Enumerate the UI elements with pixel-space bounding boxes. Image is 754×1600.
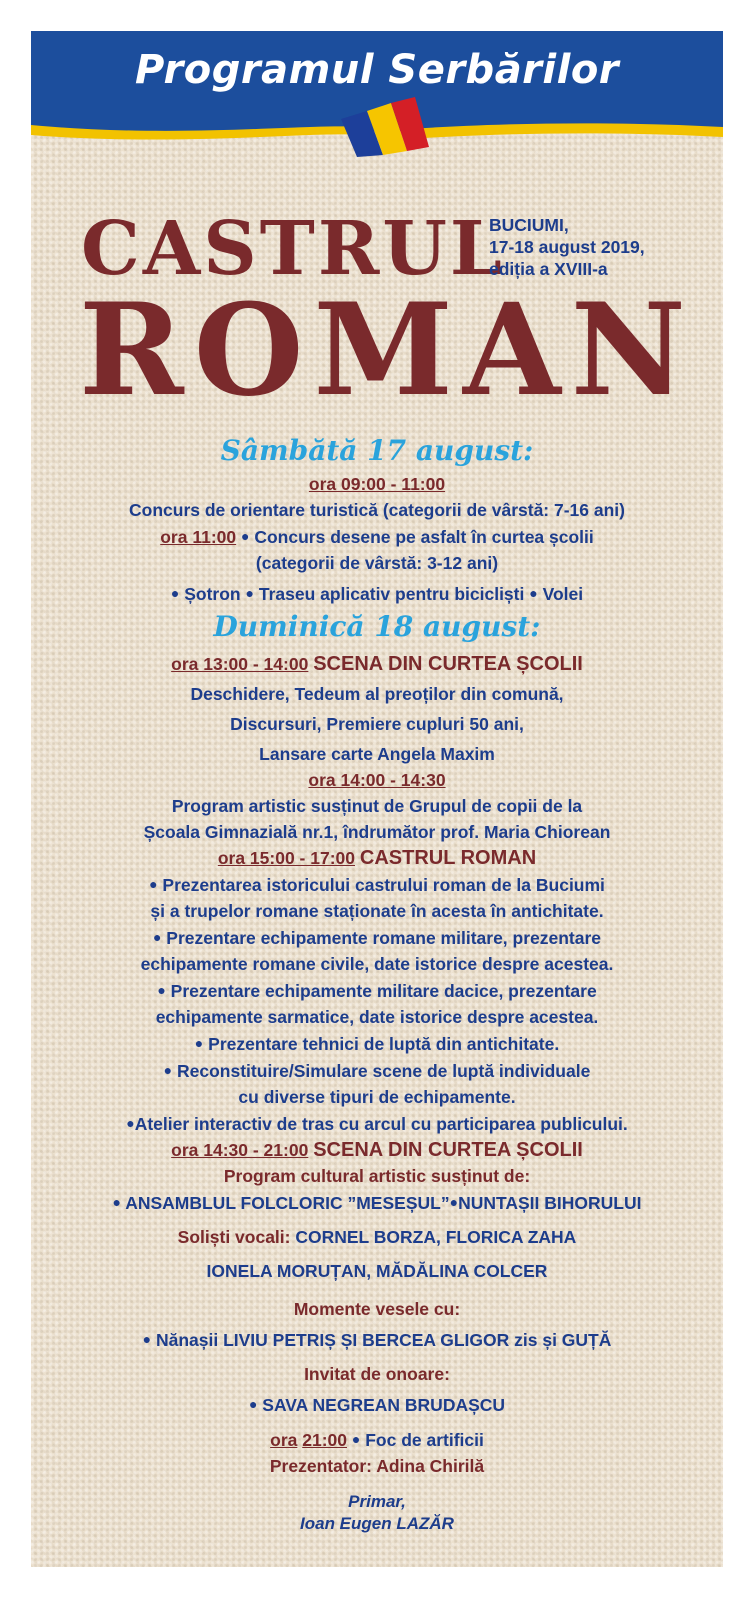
bullet-icon: ● <box>157 982 166 998</box>
event-dates: 17-18 august 2019, <box>489 237 645 257</box>
sat-item-2b: (categorii de vârstă: 3-12 ani) <box>255 553 499 573</box>
bullet-icon: ● <box>194 1035 204 1051</box>
bullet-icon: ● <box>449 1194 459 1210</box>
bullet-icon: ● <box>241 528 250 544</box>
title-castrul: CASTRUL <box>81 206 505 292</box>
sat-time-1: ora 09:00 - 11:00 <box>308 474 446 494</box>
event-info <box>489 214 719 280</box>
cultural-intro: Program cultural artistic susținut de: <box>223 1166 531 1186</box>
sun-time-5-ora: ora <box>270 1430 298 1450</box>
signature-role: Primar, <box>348 1492 406 1511</box>
sat-activity: Traseu aplicativ pentru bicicliști <box>258 584 525 604</box>
sun-block-3-line: ● Prezentarea istoricului castrului roman de la Buciumi <box>149 875 605 895</box>
sun-time-2: ora 14:00 - 14:30 <box>308 770 446 790</box>
sun-block-3-line: echipamente romane civile, date istorice despre acestea. <box>140 954 614 974</box>
sat-item-1: Concurs de orientare turistică (categorii de vârstă: 7-16 ani) <box>129 500 625 520</box>
sun-block-3-line: și a trupelor romane staționate în acesta în antichitate. <box>150 901 604 921</box>
sun-block-3-line: ● Prezentare echipamente militare dacice, prezentare <box>157 981 597 1001</box>
ensembles <box>31 1189 723 1216</box>
sun-block-3-line: echipamente sarmatice, date istorice despre acestea. <box>155 1007 599 1027</box>
program-content <box>31 431 723 1535</box>
sat-row-2 <box>31 523 723 550</box>
poster <box>31 31 723 1567</box>
bullet-icon: ● <box>152 929 162 945</box>
fun-names: Nănașii LIVIU PETRIȘ ȘI BERCEA GLIGOR zis și GUȚĂ <box>155 1330 612 1350</box>
sun-block-2-line: Școala Gimnazială nr.1, îndrumător prof. Maria Chiorean <box>143 822 611 842</box>
bullet-icon: ● <box>149 876 158 892</box>
sun-row-1 <box>31 651 723 677</box>
fireworks: Foc de artificii <box>365 1430 484 1450</box>
event-place: BUCIUMI, <box>489 215 569 235</box>
sun-block-1-line: Discursuri, Premiere cupluri 50 ani, <box>230 714 524 734</box>
fun-row <box>31 1326 723 1353</box>
ensemble-2: NUNTAȘII BIHORULUI <box>458 1193 642 1213</box>
sat-item-2: Concurs desene pe asfalt în curtea școlii <box>254 527 594 547</box>
guest-row <box>31 1391 723 1418</box>
bullet-icon: ● <box>529 585 538 601</box>
sat-activity: Volei <box>542 584 584 604</box>
bullet-icon: ● <box>126 1115 135 1131</box>
sun-block-3-line: cu diverse tipuri de echipamente. <box>238 1087 516 1107</box>
title-roman: ROMAN <box>79 276 696 424</box>
sat-activities <box>31 580 723 607</box>
saturday-heading: Sâmbătă 17 august: <box>220 434 534 467</box>
sunday-heading: Duminică 18 august: <box>213 610 541 643</box>
bullet-icon: ● <box>112 1194 121 1210</box>
header-banner <box>31 31 723 159</box>
soloists-1 <box>31 1224 723 1250</box>
signature-name: Ioan Eugen LAZĂR <box>300 1514 454 1533</box>
bullet-icon: ● <box>245 585 254 601</box>
presenter: Prezentator: Adina Chirilă <box>269 1456 485 1476</box>
header-title: Programul Serbărilor <box>134 47 620 93</box>
soloists-names-2: IONELA MORUȚAN, MĂDĂLINA COLCER <box>206 1261 548 1281</box>
sun-time-4: ora 14:30 - 21:00 <box>171 1140 309 1160</box>
bullet-icon: ● <box>248 1396 258 1412</box>
sat-activity: Șotron <box>184 584 241 604</box>
sun-venue-1: SCENA DIN CURTEA ȘCOLII <box>313 653 583 675</box>
sun-block-1-line: Lansare carte Angela Maxim <box>259 744 495 764</box>
sun-row-3 <box>31 845 723 871</box>
soloists-label: Soliști vocali: <box>177 1227 291 1247</box>
soloists-names-1: CORNEL BORZA, FLORICA ZAHA <box>295 1227 577 1247</box>
sun-block-1-line: Deschidere, Tedeum al preoților din comună, <box>190 684 564 704</box>
sun-venue-4: SCENA DIN CURTEA ȘCOLII <box>313 1139 583 1161</box>
sun-time-1: ora 13:00 - 14:00 <box>171 654 309 674</box>
sun-block-2-line: Program artistic susținut de Grupul de copii de la <box>171 796 583 816</box>
bullet-icon: ● <box>163 1062 173 1078</box>
sun-block-3-line: ● Prezentare tehnici de luptă din antichitate. <box>194 1034 560 1054</box>
sun-row-4 <box>31 1137 723 1163</box>
guest-label: Invitat de onoare: <box>304 1364 450 1384</box>
fireworks-row <box>31 1426 723 1453</box>
sun-time-3: ora 15:00 - 17:00 <box>217 848 355 868</box>
event-edition: ediția a XVIII-a <box>489 259 608 279</box>
bullet-icon: ● <box>351 1431 361 1447</box>
sun-block-3-line: ● Prezentare echipamente romane militare, prezentare <box>152 928 602 948</box>
sat-time-2: ora 11:00 <box>160 527 237 547</box>
sun-time-5-hour: 21:00 <box>302 1430 347 1450</box>
sun-block-3-line: ●Atelier interactiv de tras cu arcul cu participarea publicului. <box>126 1114 628 1134</box>
guest-name: SAVA NEGREAN BRUDAȘCU <box>262 1395 506 1415</box>
ensemble-1: ANSAMBLUL FOLCLORIC ”MESEȘUL” <box>125 1193 450 1213</box>
fun-label: Momente vesele cu: <box>293 1299 461 1319</box>
bullet-icon: ● <box>170 585 180 601</box>
sun-venue-3: CASTRUL ROMAN <box>359 847 537 869</box>
sun-block-3-line: ● Reconstituire/Simulare scene de luptă individuale <box>163 1061 591 1081</box>
bullet-icon: ● <box>142 1331 152 1347</box>
